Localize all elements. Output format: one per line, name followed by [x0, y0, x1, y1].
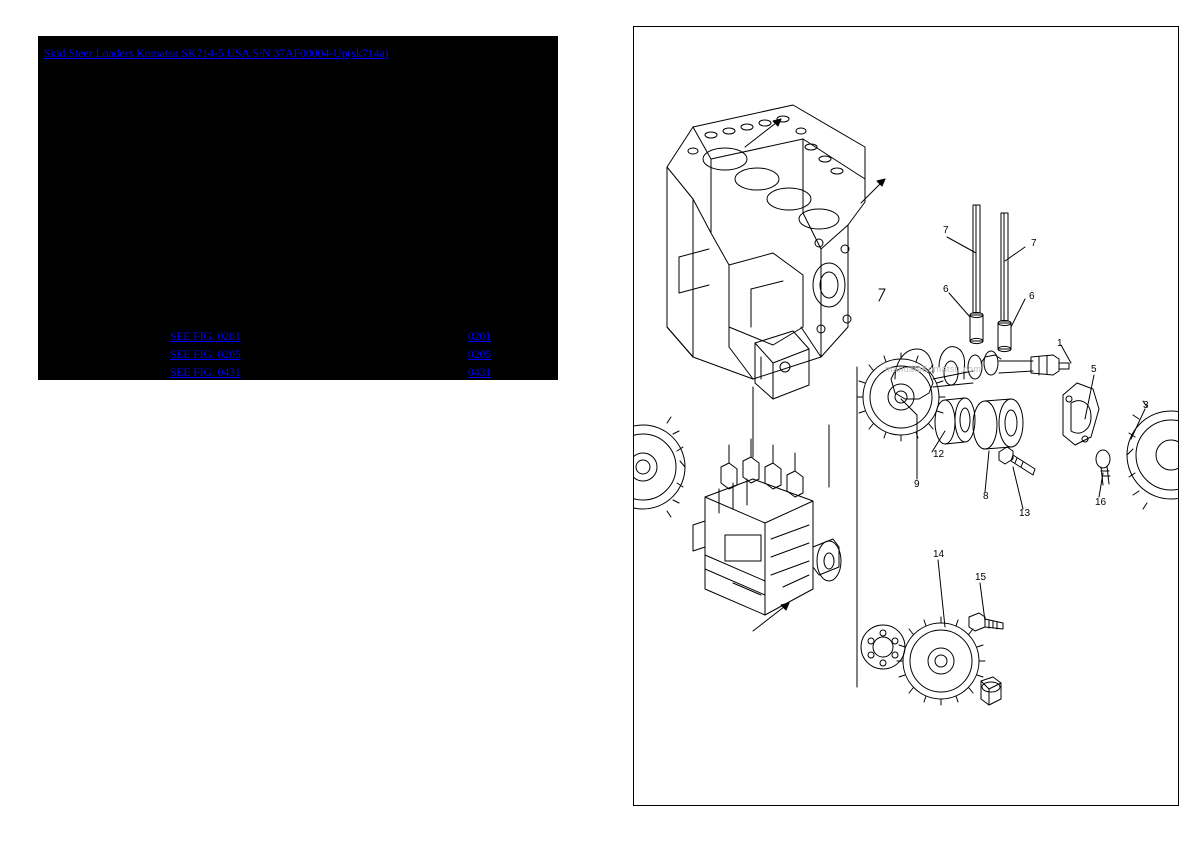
callout-14: 14	[933, 549, 945, 560]
callout-1: 1	[1057, 338, 1063, 349]
callout-12: 12	[933, 449, 945, 460]
callout-6a: 6	[943, 284, 949, 295]
callout-7a: 7	[943, 225, 949, 236]
list-item[interactable]	[38, 328, 558, 346]
list-item[interactable]	[38, 346, 558, 364]
figure-link[interactable]: SEE FIG. 0201	[170, 331, 241, 343]
watermark-text: manualsKomatsu.com	[885, 364, 982, 374]
diagram-panel	[633, 26, 1179, 806]
figure-code[interactable]: 0205	[468, 349, 491, 361]
figure-link[interactable]: SEE FIG. 0431	[170, 367, 241, 379]
figure-code[interactable]: 0201	[468, 331, 491, 343]
figure-reference-list	[38, 328, 558, 382]
callout-5: 5	[1091, 364, 1097, 375]
callout-9: 9	[914, 479, 920, 490]
callout-8: 8	[983, 491, 989, 502]
callout-6b: 6	[1029, 291, 1035, 302]
figure-link[interactable]: SEE FIG. 0205	[170, 349, 241, 361]
callout-7b: 7	[1031, 238, 1037, 249]
callout-16: 16	[1095, 497, 1107, 508]
callout-3: 3	[1143, 400, 1149, 411]
figure-code[interactable]: 0431	[468, 367, 491, 379]
parts-diagram	[633, 27, 1178, 805]
callout-15: 15	[975, 572, 987, 583]
document-title-link[interactable]: Skid Steer Loaders Komatsu SK714-5 USA S/N 37AF00004-Up(sk714a)	[44, 48, 389, 60]
callout-13: 13	[1019, 508, 1031, 519]
text-panel	[38, 36, 558, 380]
list-item[interactable]	[38, 364, 558, 382]
